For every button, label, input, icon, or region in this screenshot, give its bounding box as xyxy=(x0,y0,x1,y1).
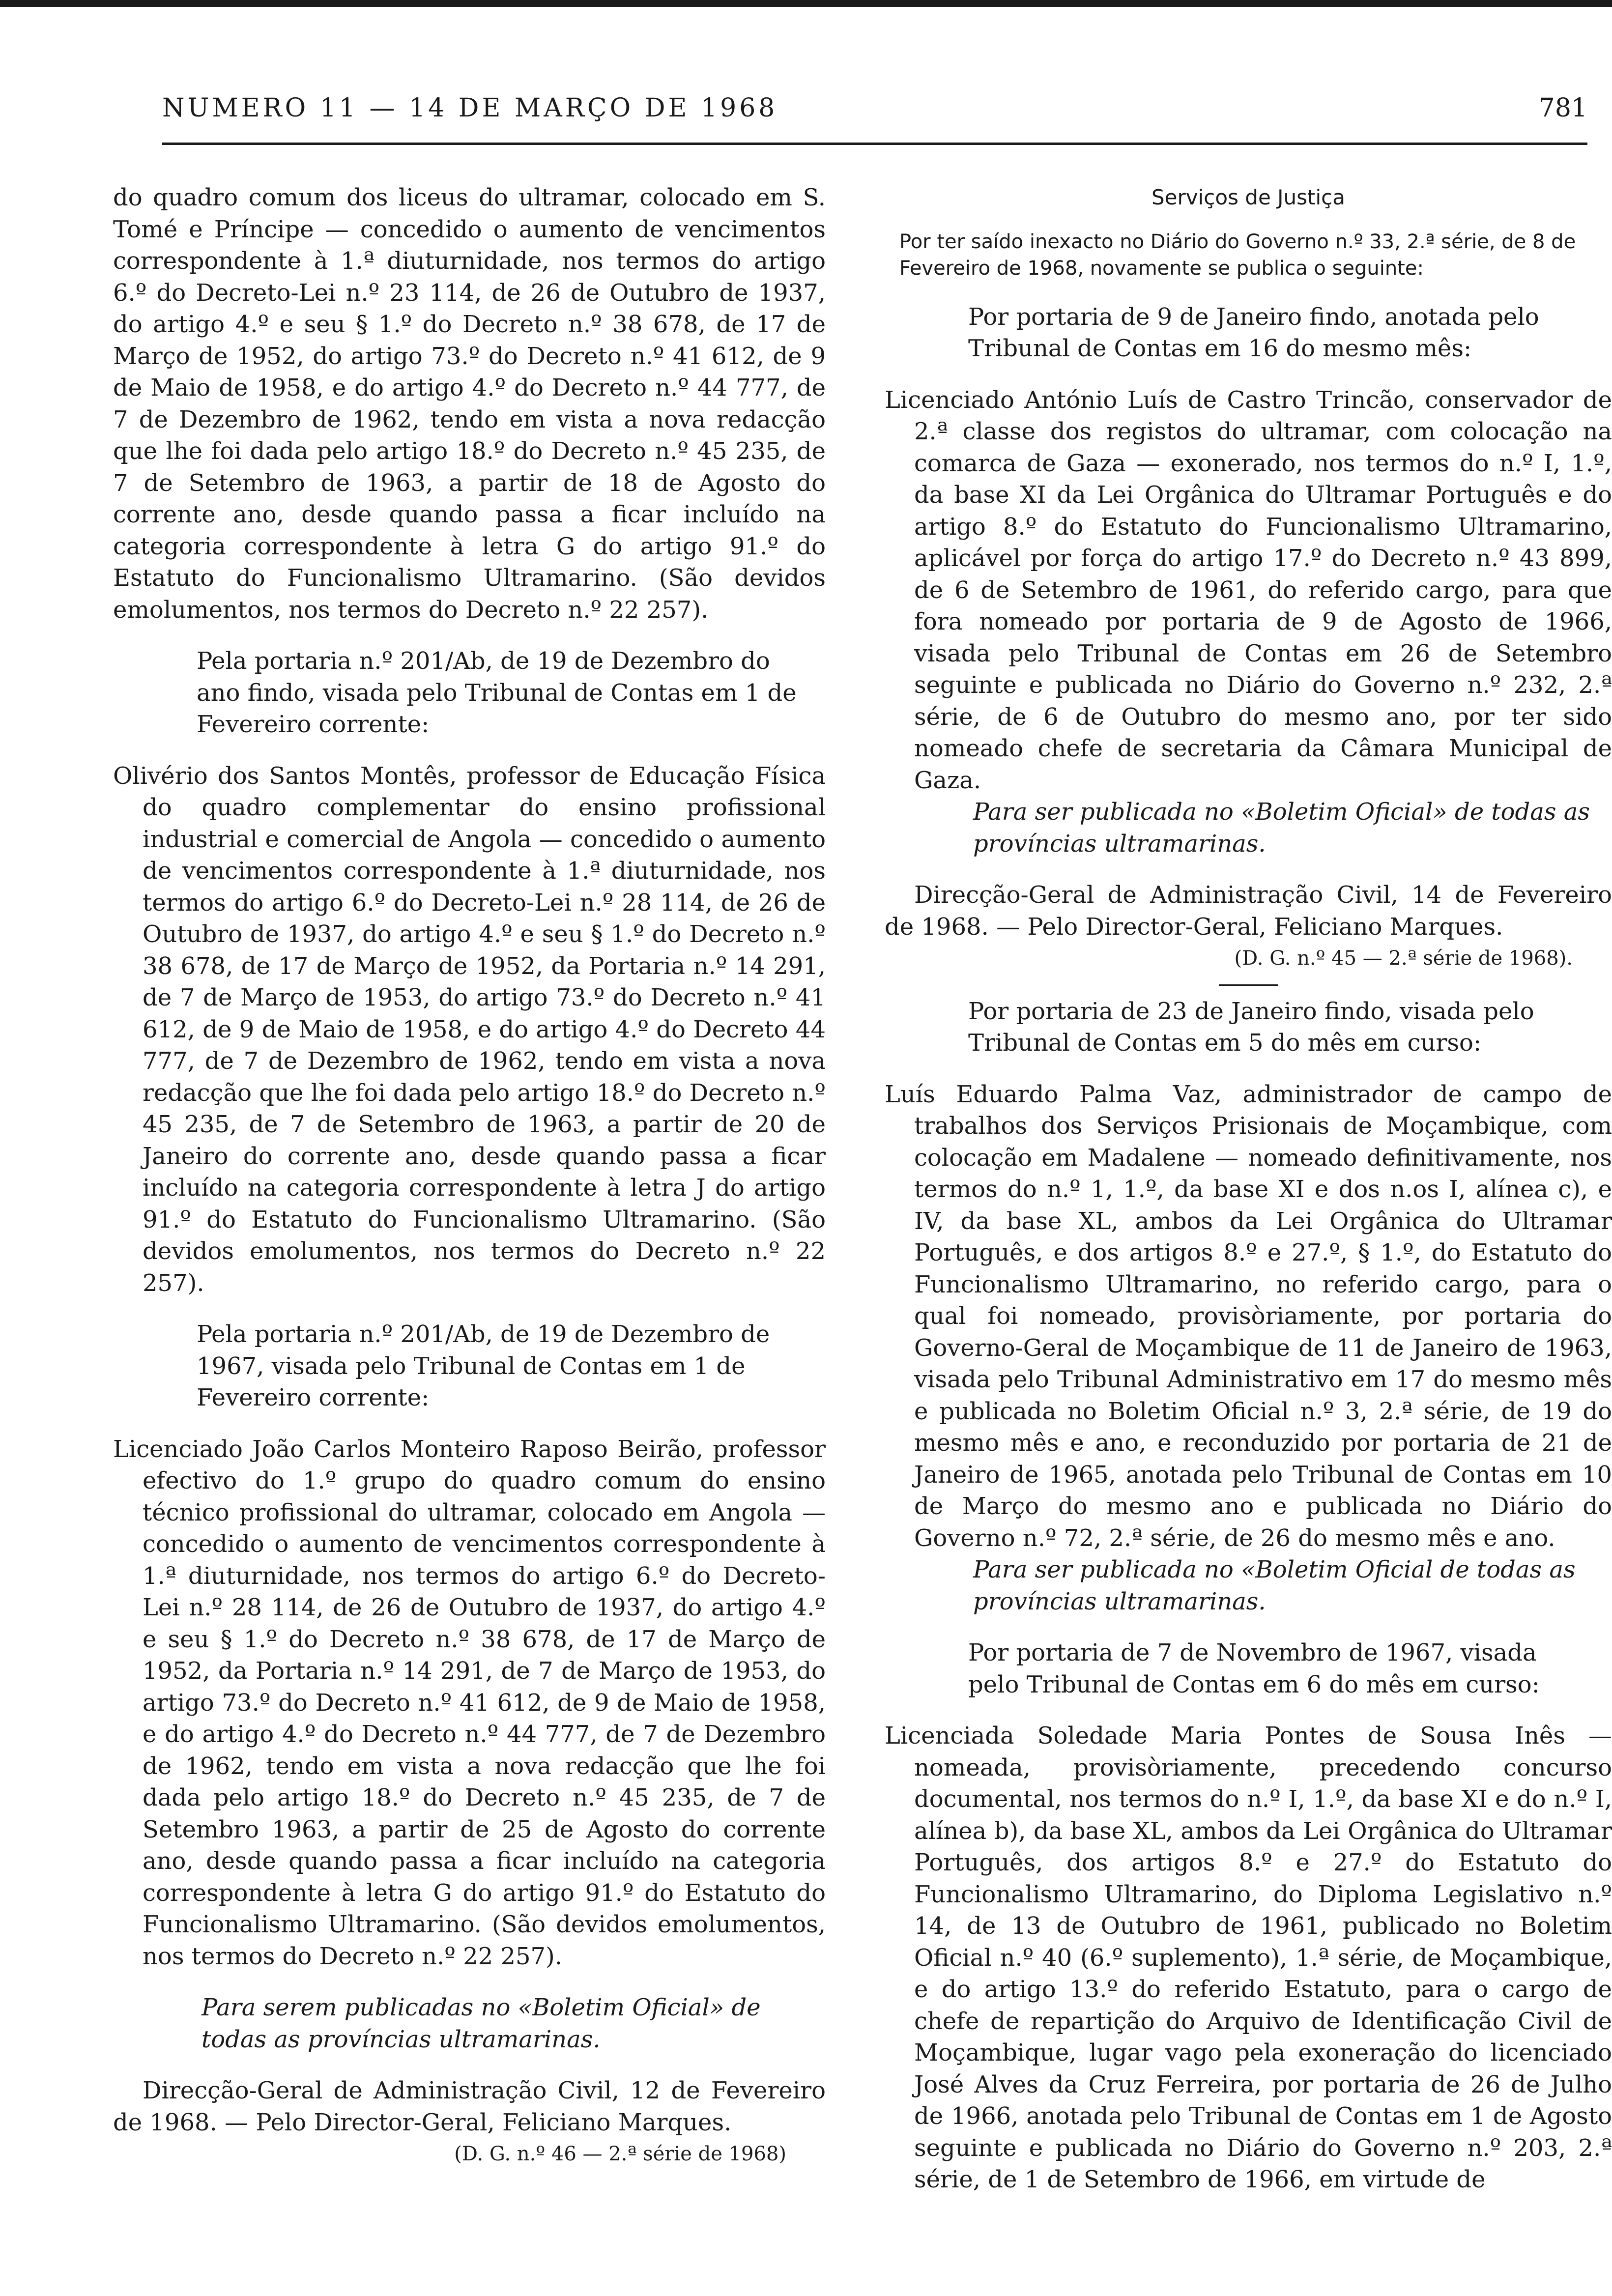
right-paragraph-3: Licenciada Soledade Maria Pontes de Sousa Inês — nomeada, provisòriamente, precedendo concurso documental, nos termos do n.º I, 1.º, da base XI e do n.º I, alínea b), da base XL, ambos da Lei Orgânica do Ultramar Português, dos artigos 8.º e 27.º do Estatuto do Funcionalismo Ultramarino, do Diploma Legislativo n.º 14, de 13 de Outubro de 1961, publicado no Boletim Oficial n.º 40 (6.º suplemento), 1.ª série, de Moçambique, e do artigo 13.º do referido Estatuto, para o cargo de chefe de repartição do Arquivo de Identificação Civil de Moçambique, lugar vago pela exoneração do licenciado José Alves da Cruz Ferreira, por portaria de 26 de Julho de 1966, anotada pelo Tribunal de Contas em 1 de Agosto seguinte e publicada no Diário do Governo n.º 203, 2.ª série, de 1 de Setembro de 1966, em virtude de xyxy=(885,1722,1612,2193)
left-paragraph-1: do quadro comum dos liceus do ultramar, colocado em S. Tomé e Príncipe — concedido o aumento de vencimentos correspondente à 1.ª diuturnidade, nos termos do artigo 6.º do Decreto-Lei n.º 23 114, de 26 de Outubro de 1937, do artigo 4.º e seu § 1.º do Decreto n.º 38 678, de 17 de Março de 1952, do artigo 73.º do Decreto n.º 41 612, de 9 de Maio de 1958, e do artigo 4.º do Decreto n.º 44 777, de 7 de Dezembro de 1962, tendo em vista a nova redacção que lhe foi dada pelo artigo 18.º do Decreto n.º 45 235, de 7 de Setembro de 1963, a partir de 18 de Agosto do corrente ano, desde quando passa a ficar incluído na categoria correspondente à letra G do artigo 91.º do Estatuto do Funcionalismo Ultramarino. (São devidos emolumentos, nos termos do Decreto n.º 22 257). xyxy=(113,184,826,624)
right-publish-note-1: Para ser publicada no «Boletim Oficial» de todas as províncias ultramarinas. xyxy=(973,798,1590,858)
top-border xyxy=(0,0,1612,7)
page-number: 781 xyxy=(1538,93,1587,123)
left-intro-2: Pela portaria n.º 201/Ab, de 19 de Dezembro do ano findo, visada pelo Tribunal de Contas em 1 de Fevereiro corrente: xyxy=(197,647,797,738)
section-divider xyxy=(1219,984,1278,986)
left-signature: Direcção-Geral de Administração Civil, 12 de Fevereiro de 1968. — Pelo Director-Geral, Feliciano Marques. xyxy=(113,2077,826,2136)
left-reference: (D. G. n.º 46 — 2.ª série de 1968) xyxy=(454,2143,786,2165)
left-paragraph-3: Licenciado João Carlos Monteiro Raposo Beirão, professor efectivo do 1.º grupo do quadro comum do ensino técnico profissional do ultramar, colocado em Angola — concedido o aumento de vencimentos correspondente à 1.ª diuturnidade, nos termos do artigo 6.º do Decreto-Lei n.º 28 114, de 26 de Outubro de 1937, do artigo 4.º e seu § 1.º do Decreto n.º 38 678, de 17 de Março de 1952, da Portaria n.º 14 291, de 7 de Março de 1953, do artigo 73.º do Decreto n.º 41 612, de 9 de Maio de 1958, e do artigo 4.º do Decreto n.º 44 777, de 7 de Dezembro de 1962, tendo em vista a nova redacção que lhe foi dada pelo artigo 18.º do Decreto n.º 45 235, de 7 de Setembro 1963, a partir de 25 de Agosto do corrente ano, desde quando passa a ficar incluído na categoria correspondente à letra G do artigo 91.º do Estatuto do Funcionalismo Ultramarino. (São devidos emolumentos, nos termos do Decreto n.º 22 257). xyxy=(113,1435,826,1970)
right-intro-2: Por portaria de 23 de Janeiro findo, visada pelo Tribunal de Contas em 5 do mês em curso: xyxy=(968,997,1534,1057)
right-signature-1: Direcção-Geral de Administração Civil, 14 de Fevereiro de 1968. — Pelo Director-Geral, Feliciano Marques. xyxy=(885,881,1612,941)
section-title: Serviços de Justiça xyxy=(1151,185,1346,209)
right-reference-1: (D. G. n.º 45 — 2.ª série de 1968). xyxy=(1234,947,1573,970)
issue-title: NUMERO 11 — 14 DE MARÇO DE 1968 xyxy=(162,93,778,123)
right-intro-1: Por portaria de 9 de Janeiro findo, anotada pelo Tribunal de Contas em 16 do mesmo mês: xyxy=(968,303,1539,362)
right-publish-note-2: Para ser publicada no «Boletim Oficial de todas as províncias ultramarinas. xyxy=(973,1556,1576,1615)
right-column xyxy=(885,182,1612,2196)
left-paragraph-2: Olivério dos Santos Montês, professor de Educação Física do quadro complementar do ensino profissional industrial e comercial de Angola — concedido o aumento de vencimentos correspondente à 1.ª diuturnidade, nos termos do artigo 6.º do Decreto-Lei n.º 28 114, de 26 de Outubro de 1937, do artigo 4.º e seu § 1.º do Decreto n.º 38 678, de 17 de Março de 1952, da Portaria n.º 14 291, de 7 de Março de 1953, do artigo 73.º do Decreto n.º 41 612, de 9 de Maio de 1958, e do artigo 4.º do Decreto 44 777, de 7 de Dezembro de 1962, tendo em vista a nova redacção que lhe foi dada pelo artigo 18.º do Decreto n.º 45 235, de 7 de Setembro de 1963, a partir de 20 de Janeiro do corrente ano, desde quando passa a ficar incluído na categoria correspondente à letra J do artigo 91.º do Estatuto do Funcionalismo Ultramarino. (São devidos emolumentos, nos termos do Decreto n.º 22 257). xyxy=(113,762,826,1297)
left-column xyxy=(113,182,826,2170)
right-paragraph-1: Licenciado António Luís de Castro Trincão, conservador de 2.ª classe dos registos do ultramar, com colocação na comarca de Gaza — exonerado, nos termos do n.º I, 1.º, da base XI da Lei Orgânica do Ultramar Português e do artigo 8.º do Estatuto do Funcionalismo Ultramarino, aplicável por força do artigo 17.º do Decreto n.º 43 899, de 6 de Setembro de 1961, do referido cargo, para que fora nomeado por portaria de 9 de Agosto de 1966, visada pelo Tribunal de Contas em 26 de Setembro seguinte e publicada no Diário do Governo n.º 232, 2.ª série, de 6 de Outubro do mesmo ano, por ter sido nomeado chefe de secretaria da Câmara Municipal de Gaza. xyxy=(885,386,1612,794)
left-intro-3: Pela portaria n.º 201/Ab, de 19 de Dezembro de 1967, visada pelo Tribunal de Contas em 1 de Fevereiro corrente: xyxy=(197,1320,770,1411)
left-publish-note: Para serem publicadas no «Boletim Oficial» de todas as províncias ultramarinas. xyxy=(202,1994,761,2053)
right-intro-3: Por portaria de 7 de Novembro de 1967, visada pelo Tribunal de Contas em 6 do mês em curso: xyxy=(968,1639,1540,1698)
right-paragraph-2: Luís Eduardo Palma Vaz, administrador de campo de trabalhos dos Serviços Prisionais de Moçambique, com colocação em Madalene — nomeado definitivamente, nos termos do n.º 1, 1.º, da base XI e dos n.os I, alínea c), e IV, da base XL, ambos da Lei Orgânica do Ultramar Português, e dos artigos 8.º e 27.º, § 1.º, do Estatuto do Funcionalismo Ultramarino, no referido cargo, para o qual foi nomeado, provisòriamente, por portaria do Governo-Geral de Moçambique de 11 de Janeiro de 1963, visada pelo Tribunal Administrativo em 17 do mesmo mês e publicada no Boletim Oficial n.º 3, 2.ª série, de 19 do mesmo mês e ano, e reconduzido por portaria de 21 de Janeiro de 1965, anotada pelo Tribunal de Contas em 10 de Março do mesmo ano e publicada no Diário do Governo n.º 72, 2.ª série, de 26 do mesmo mês e ano. xyxy=(885,1080,1612,1552)
correction-notice: Por ter saído inexacto no Diário do Governo n.º 33, 2.ª série, de 8 de Fevereiro de 1968, novamente se publica o seguinte: xyxy=(899,230,1576,280)
page-header xyxy=(162,88,1587,145)
